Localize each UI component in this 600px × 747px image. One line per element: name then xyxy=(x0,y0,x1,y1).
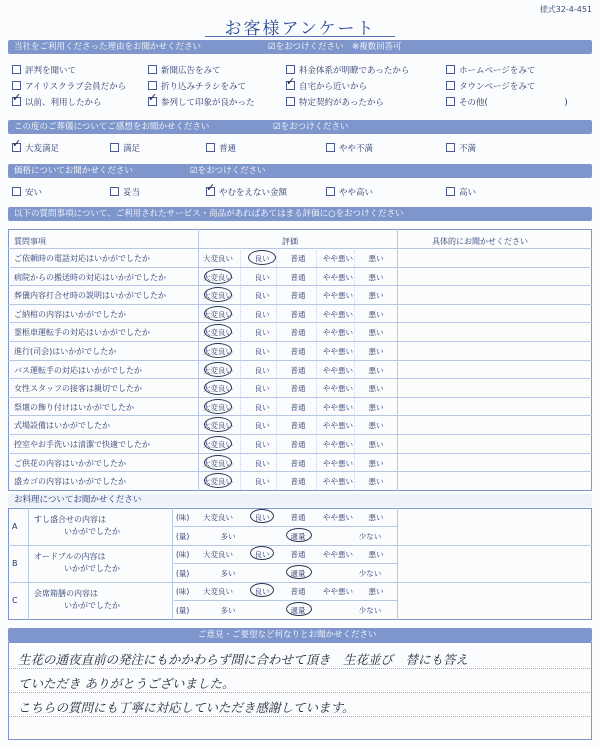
q2-option xyxy=(110,142,140,154)
checkbox[interactable] xyxy=(326,187,335,196)
rating-option: 普通 xyxy=(290,458,306,468)
table-row-line xyxy=(8,434,592,435)
rating-option: 大変良い xyxy=(203,384,233,394)
checkbox[interactable] xyxy=(148,81,157,90)
rating-option: 悪い xyxy=(368,272,384,282)
feedback-rule xyxy=(8,668,592,669)
rating-option: 良い xyxy=(254,347,270,356)
selected-taste-circle[interactable] xyxy=(250,509,274,523)
rating-option: 普通 xyxy=(290,272,306,282)
food-question-line2: いかがでしたか xyxy=(64,527,120,536)
rating-divider xyxy=(276,415,277,434)
option-label: ホームページをみて xyxy=(459,66,536,76)
selected-taste-circle[interactable] xyxy=(250,583,274,597)
food-header-band xyxy=(8,494,592,507)
rating-divider xyxy=(240,285,241,304)
feedback-rule xyxy=(8,692,592,693)
selected-rating-circle[interactable] xyxy=(204,306,232,321)
rating-divider xyxy=(240,397,241,416)
rating-divider xyxy=(354,397,355,416)
table-row-line xyxy=(8,248,592,249)
rating-option: やや悪い xyxy=(323,272,353,282)
food-question-line2: いかがでしたか xyxy=(64,601,120,610)
table-row-line xyxy=(8,304,592,305)
table-row-line xyxy=(8,471,592,472)
taste-label: (味) xyxy=(176,513,190,522)
selected-amount-circle[interactable] xyxy=(286,602,312,616)
option-label: 評判を聞いて xyxy=(25,66,77,76)
rating-option: 大変良い xyxy=(203,272,233,282)
rating-divider xyxy=(354,304,355,323)
rating-divider xyxy=(354,322,355,341)
q3-option xyxy=(12,186,42,198)
rating-option: 悪い xyxy=(368,384,384,394)
rating-option: 普通 xyxy=(290,347,306,356)
rating-option: やや悪い xyxy=(323,384,353,394)
rating-option: 良い xyxy=(254,309,270,319)
rating-divider xyxy=(276,378,277,397)
checkbox[interactable] xyxy=(206,143,215,152)
rating-option: 大変良い xyxy=(203,291,233,301)
option-label: 満足 xyxy=(123,144,141,154)
rating-divider xyxy=(354,341,355,360)
rating-option: 良い xyxy=(254,272,270,282)
option-label: 新聞広告をみて xyxy=(161,66,221,76)
amount-rating-option: 適量 xyxy=(290,532,306,541)
feedback-rule xyxy=(8,716,592,717)
rating-option: 良い xyxy=(254,291,270,301)
question-text: 霊柩車運転手の対応はいかがでしたか xyxy=(14,328,150,338)
option-label: 特定契約があったから xyxy=(299,98,384,108)
rating-divider xyxy=(276,322,277,341)
q3-option xyxy=(446,186,476,198)
col-question-header: 質問事項 xyxy=(14,237,46,246)
rating-option: やや悪い xyxy=(323,254,353,263)
q2-header-band xyxy=(8,120,592,134)
option-label: 自宅から近いから xyxy=(299,82,368,92)
amount-rating-option: 多い xyxy=(220,606,236,615)
rating-divider xyxy=(316,397,317,416)
rating-option: 良い xyxy=(254,477,270,487)
option-label: 大変満足 xyxy=(25,144,60,154)
rating-option: 大変良い xyxy=(203,421,233,431)
rating-option: 悪い xyxy=(368,365,384,375)
question-text: 進行(司会)はいかがでしたか xyxy=(14,347,117,356)
taste-rating-option: 良い xyxy=(254,587,270,596)
rating-option: 悪い xyxy=(368,347,384,356)
form-title: お客様アンケート xyxy=(224,19,376,39)
rating-option: やや悪い xyxy=(323,347,353,356)
q3-option xyxy=(110,186,140,198)
q1-option xyxy=(148,96,255,108)
food-question-line1: オードブルの内容は xyxy=(34,552,106,561)
checkbox[interactable] xyxy=(148,65,157,74)
col-comment-header: 具体的にお聞かせください xyxy=(432,237,528,246)
checkbox[interactable] xyxy=(446,187,455,196)
table-row-line xyxy=(8,415,592,416)
taste-rating-option: 大変良い xyxy=(203,550,233,559)
food-divider xyxy=(172,508,173,620)
food-divider xyxy=(397,508,398,620)
checkbox[interactable] xyxy=(286,65,295,74)
rating-divider xyxy=(316,322,317,341)
food-letter: A xyxy=(12,522,18,531)
selected-rating-circle[interactable] xyxy=(248,250,276,265)
food-question-line1: すし盛合せの内容は xyxy=(34,515,106,524)
rating-divider xyxy=(316,248,317,267)
rating-divider xyxy=(240,304,241,323)
checked-checkbox[interactable] xyxy=(12,97,21,106)
rating-divider xyxy=(240,434,241,453)
table-row-line xyxy=(8,322,592,323)
question-text: 式場設備はいかがでしたか xyxy=(14,421,110,431)
taste-rating-option: 良い xyxy=(254,550,270,559)
rating-divider xyxy=(354,471,355,490)
selected-rating-circle[interactable] xyxy=(204,399,232,414)
rating-divider xyxy=(316,434,317,453)
q4-header: 以下の質問事項について、ご利用されたサービス・商品があればあてはまる評価に○をおつけください xyxy=(14,209,404,219)
option-label: その他( ) xyxy=(459,98,568,108)
rating-divider xyxy=(354,360,355,379)
rating-divider xyxy=(316,267,317,286)
rating-option: 良い xyxy=(254,328,270,338)
selected-amount-circle[interactable] xyxy=(286,565,312,579)
checked-checkbox[interactable] xyxy=(12,143,21,152)
checkbox[interactable] xyxy=(12,65,21,74)
rating-option: 良い xyxy=(254,440,270,449)
rating-option: 大変良い xyxy=(203,254,233,263)
food-subrow-line xyxy=(174,563,398,564)
rating-option: やや悪い xyxy=(323,291,353,301)
rating-divider xyxy=(316,360,317,379)
q2-note: ☑をおつけください xyxy=(273,122,349,132)
rating-option: 悪い xyxy=(368,291,384,301)
q1-option xyxy=(286,64,409,76)
checkbox[interactable] xyxy=(12,81,21,90)
q1-option xyxy=(446,80,535,92)
q1-option xyxy=(446,96,568,108)
rating-option: やや悪い xyxy=(323,421,353,431)
food-letter: C xyxy=(12,596,18,605)
feedback-header: ご意見・ご要望など何なりとお聞かせください xyxy=(198,630,377,640)
selected-rating-circle[interactable] xyxy=(204,362,232,377)
option-label: 折り込みチラシをみて xyxy=(161,82,247,92)
rating-divider xyxy=(354,434,355,453)
question-text: 祭壇の飾り付けはいかがでしたか xyxy=(14,402,134,412)
rating-option: やや悪い xyxy=(323,402,353,412)
rating-divider xyxy=(240,360,241,379)
selected-rating-circle[interactable] xyxy=(204,455,232,470)
option-label: 妥当 xyxy=(123,188,141,198)
question-text: ご依頼時の電話対応はいかがでしたか xyxy=(14,254,150,263)
checked-checkbox[interactable] xyxy=(286,81,295,90)
rating-divider xyxy=(240,415,241,434)
table-row-line xyxy=(8,397,592,398)
rating-option: 普通 xyxy=(290,254,306,263)
rating-divider xyxy=(240,341,241,360)
rating-divider xyxy=(276,285,277,304)
table-row-line xyxy=(8,378,592,379)
q2-option xyxy=(326,142,373,154)
rating-option: 良い xyxy=(254,402,270,412)
food-divider xyxy=(28,508,29,620)
rating-option: 普通 xyxy=(290,291,306,301)
checkbox[interactable] xyxy=(286,97,295,106)
table-row-line xyxy=(8,341,592,342)
rating-option: 良い xyxy=(254,365,270,375)
rating-option: 悪い xyxy=(368,458,384,468)
feedback-line: ていただき ありがとうございました。 xyxy=(18,676,235,691)
rating-divider xyxy=(276,397,277,416)
rating-option: やや悪い xyxy=(323,440,353,449)
q3-header-band xyxy=(8,164,592,178)
question-text: ご供花の内容はいかがでしたか xyxy=(14,458,126,468)
rating-divider xyxy=(316,304,317,323)
question-text: 盛カゴの内容はいかがでしたか xyxy=(14,477,126,487)
rating-divider xyxy=(354,378,355,397)
q3-note: ☑をおつけください xyxy=(190,166,266,176)
selected-rating-circle[interactable] xyxy=(204,269,232,284)
food-subrow-line xyxy=(174,600,398,601)
rating-divider xyxy=(240,453,241,472)
rating-option: 悪い xyxy=(368,440,384,449)
amount-rating-option: 多い xyxy=(220,569,236,578)
taste-rating-option: 大変良い xyxy=(203,587,233,596)
option-label: タウンページをみて xyxy=(459,82,536,92)
amount-label: (量) xyxy=(176,569,190,578)
rating-option: 悪い xyxy=(368,421,384,431)
taste-rating-option: 普通 xyxy=(290,513,306,522)
col-rating-header: 評価 xyxy=(282,237,298,246)
q1-note: ☑をおつけください ※複数回答可 xyxy=(268,42,402,52)
option-label: やや不満 xyxy=(339,144,374,154)
rating-option: 普通 xyxy=(290,402,306,412)
option-label: 安い xyxy=(25,188,43,198)
q1-header-band xyxy=(8,40,592,54)
rating-divider xyxy=(354,248,355,267)
rating-option: 大変良い xyxy=(203,328,233,338)
taste-rating-option: やや悪い xyxy=(323,513,353,522)
checkbox[interactable] xyxy=(110,187,119,196)
rating-divider xyxy=(316,415,317,434)
option-label: 料金体系が明瞭であったから xyxy=(299,66,410,76)
rating-option: 悪い xyxy=(368,254,384,263)
food-question-line1: 会席箱膳の内容は xyxy=(34,589,98,598)
rating-option: やや悪い xyxy=(323,477,353,487)
rating-option: 大変良い xyxy=(203,309,233,319)
rating-divider xyxy=(240,267,241,286)
food-row-line xyxy=(8,582,592,583)
q2-header: この度のご葬儀についてご感想をお聞かせください xyxy=(14,122,210,132)
amount-label: (量) xyxy=(176,532,190,541)
checked-checkbox[interactable] xyxy=(206,187,215,196)
q1-option xyxy=(446,64,535,76)
rating-option: 普通 xyxy=(290,384,306,394)
option-label: 参列して印象が良かった xyxy=(161,98,255,108)
rating-option: 大変良い xyxy=(203,440,233,449)
option-label: 普通 xyxy=(219,144,237,154)
rating-divider xyxy=(354,453,355,472)
question-text: ご納棺の内容はいかがでしたか xyxy=(14,309,126,319)
rating-option: やや悪い xyxy=(323,309,353,319)
selected-amount-circle[interactable] xyxy=(286,528,312,542)
rating-divider xyxy=(276,304,277,323)
taste-rating-option: やや悪い xyxy=(323,587,353,596)
feedback-line: こちらの質問にも丁寧に対応していただき感謝しています。 xyxy=(18,700,355,715)
rating-option: 大変良い xyxy=(203,365,233,375)
table-row-line xyxy=(8,285,592,286)
form-code: 様式32-4-451 xyxy=(539,5,592,14)
rating-option: 悪い xyxy=(368,309,384,319)
checked-checkbox[interactable] xyxy=(148,97,157,106)
rating-divider xyxy=(276,341,277,360)
amount-label: (量) xyxy=(176,606,190,615)
question-text: バス運転手の対応はいかがでしたか xyxy=(14,365,142,375)
taste-rating-option: 大変良い xyxy=(203,513,233,522)
taste-rating-option: 普通 xyxy=(290,587,306,596)
rating-divider xyxy=(276,471,277,490)
rating-divider xyxy=(276,360,277,379)
q1-option xyxy=(148,80,246,92)
rating-divider xyxy=(276,248,277,267)
q2-option xyxy=(446,142,476,154)
rating-option: 普通 xyxy=(290,309,306,319)
rating-divider xyxy=(316,453,317,472)
rating-option: 良い xyxy=(254,458,270,468)
checkbox[interactable] xyxy=(110,143,119,152)
food-question-line2: いかがでしたか xyxy=(64,564,120,573)
option-label: 高い xyxy=(459,188,477,198)
rating-option: 良い xyxy=(254,254,270,263)
title-underline xyxy=(205,36,395,37)
rating-option: 普通 xyxy=(290,328,306,338)
q1-option xyxy=(12,80,126,92)
rating-divider xyxy=(316,378,317,397)
rating-option: 大変良い xyxy=(203,347,233,356)
q3-header: 価格についてお聞かせください xyxy=(14,166,133,176)
amount-rating-option: 多い xyxy=(220,532,236,541)
rating-divider xyxy=(354,267,355,286)
checkbox[interactable] xyxy=(12,187,21,196)
taste-rating-option: 悪い xyxy=(368,513,384,522)
table-row-line xyxy=(8,360,592,361)
amount-rating-option: 適量 xyxy=(290,606,306,615)
amount-rating-option: 少ない xyxy=(358,606,382,615)
checkbox[interactable] xyxy=(446,81,455,90)
rating-divider xyxy=(276,434,277,453)
rating-option: 悪い xyxy=(368,328,384,338)
rating-divider xyxy=(276,267,277,286)
selected-rating-circle[interactable] xyxy=(204,436,232,451)
option-label: 不満 xyxy=(459,144,477,154)
rating-option: やや悪い xyxy=(323,328,353,338)
taste-rating-option: 悪い xyxy=(368,550,384,559)
checkbox[interactable] xyxy=(446,65,455,74)
rating-divider xyxy=(240,471,241,490)
q1-header: 当社をご利用くださった理由をお聞かせください xyxy=(14,42,202,52)
checkbox[interactable] xyxy=(326,143,335,152)
selected-rating-circle[interactable] xyxy=(204,343,232,358)
rating-option: 良い xyxy=(254,421,270,431)
question-text: 控室やお手洗いは清潔で快適でしたか xyxy=(14,440,150,449)
rating-option: 普通 xyxy=(290,365,306,375)
rating-option: 大変良い xyxy=(203,458,233,468)
checkbox[interactable] xyxy=(446,143,455,152)
q1-option xyxy=(286,96,384,108)
taste-rating-option: 悪い xyxy=(368,587,384,596)
question-text: 女性スタッフの接客は親切でしたか xyxy=(14,384,142,394)
question-text: 葬儀内容打合せ時の説明はいかがでしたか xyxy=(14,291,166,301)
option-label: やむをえない金額 xyxy=(219,188,288,198)
taste-label: (味) xyxy=(176,550,190,559)
food-header: お料理についてお聞かせください xyxy=(14,495,142,505)
rating-divider xyxy=(240,322,241,341)
table-row-line xyxy=(8,267,592,268)
taste-rating-option: 良い xyxy=(254,513,270,522)
rating-divider xyxy=(316,471,317,490)
q3-option xyxy=(326,186,373,198)
option-label: やや高い xyxy=(339,188,374,198)
question-text: 病院からの搬送時の対応はいかがでしたか xyxy=(14,272,166,282)
q4-header-band xyxy=(8,207,592,221)
option-label: 以前、利用したから xyxy=(25,98,102,108)
q2-option xyxy=(206,142,236,154)
rating-option: 大変良い xyxy=(203,402,233,412)
q2-option xyxy=(12,142,59,154)
rating-option: やや悪い xyxy=(323,458,353,468)
q3-option xyxy=(206,186,287,198)
table-row-line xyxy=(8,453,592,454)
rating-divider xyxy=(240,378,241,397)
rating-option: やや悪い xyxy=(323,365,353,375)
rating-option: 普通 xyxy=(290,421,306,431)
taste-label: (味) xyxy=(176,587,190,596)
rating-option: 大変良い xyxy=(203,477,233,487)
rating-option: 良い xyxy=(254,384,270,394)
rating-option: 悪い xyxy=(368,477,384,487)
amount-rating-option: 適量 xyxy=(290,569,306,578)
q1-option xyxy=(12,96,102,108)
amount-rating-option: 少ない xyxy=(358,569,382,578)
option-label: アイリスクラブ会員だから xyxy=(25,82,127,92)
food-subrow-line xyxy=(174,526,398,527)
amount-rating-option: 少ない xyxy=(358,532,382,541)
q1-option xyxy=(286,80,367,92)
rating-option: 普通 xyxy=(290,477,306,487)
rating-divider xyxy=(240,248,241,267)
rating-divider xyxy=(354,285,355,304)
selected-taste-circle[interactable] xyxy=(250,546,274,560)
taste-rating-option: 普通 xyxy=(290,550,306,559)
checkbox[interactable] xyxy=(446,97,455,106)
rating-divider xyxy=(354,415,355,434)
rating-divider xyxy=(316,285,317,304)
feedback-header-band xyxy=(8,628,592,642)
feedback-line: 生花の通夜直前の発注にもかかわらず間に合わせて頂き 生花並び 替にも答え xyxy=(18,652,469,667)
rating-divider xyxy=(316,341,317,360)
taste-rating-option: やや悪い xyxy=(323,550,353,559)
rating-option: 悪い xyxy=(368,402,384,412)
food-letter: B xyxy=(12,559,18,568)
rating-divider xyxy=(276,453,277,472)
rating-option: 普通 xyxy=(290,440,306,449)
q1-option xyxy=(12,64,76,76)
food-row-line xyxy=(8,545,592,546)
q1-option xyxy=(148,64,221,76)
